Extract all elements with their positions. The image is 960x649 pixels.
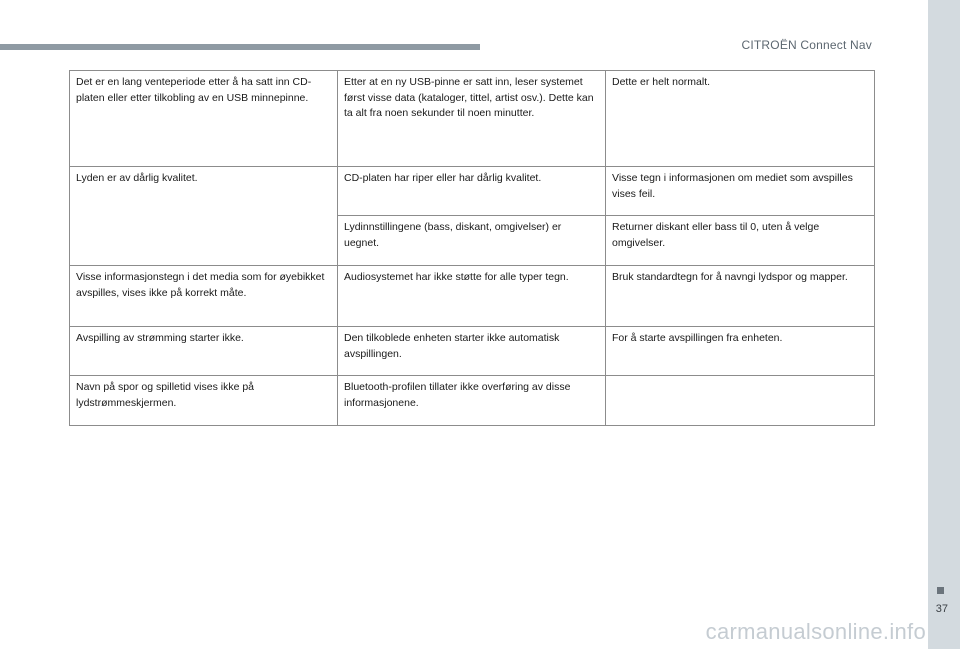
header-title: CITROËN Connect Nav	[741, 38, 872, 52]
cause-cell: Audiosystemet har ikke støtte for alle typer tegn.	[338, 266, 606, 327]
table-row	[70, 376, 875, 426]
cause-cell: Etter at en ny USB-pinne er satt inn, leser systemet først visse data (kataloger, tittel, artist osv.). Dette kan ta alt fra noen sekunder til noen minutter.	[338, 71, 606, 167]
solution-cell: Returner diskant eller bass til 0, uten å velge omgivelser.	[606, 216, 875, 266]
side-strip	[928, 0, 960, 649]
cause-cell: Den tilkoblede enheten starter ikke automatisk avspillingen.	[338, 327, 606, 376]
table-row	[70, 266, 875, 327]
question-cell: Lyden er av dårlig kvalitet.	[70, 167, 338, 266]
solution-cell: For å starte avspillingen fra enheten.	[606, 327, 875, 376]
troubleshooting-table	[69, 70, 875, 426]
page-marker	[937, 587, 944, 594]
solution-cell: Visse tegn i informasjonen om mediet som avspilles vises feil.	[606, 167, 875, 216]
question-cell: Avspilling av strømming starter ikke.	[70, 327, 338, 376]
solution-cell	[606, 376, 875, 426]
cause-cell: Lydinnstillingene (bass, diskant, omgivelser) er uegnet.	[338, 216, 606, 266]
table-row	[70, 167, 875, 216]
table-row	[70, 327, 875, 376]
page-number: 37	[935, 603, 948, 615]
solution-cell: Bruk standardtegn for å navngi lydspor og mapper.	[606, 266, 875, 327]
question-cell: Navn på spor og spilletid vises ikke på lydstrømmeskjermen.	[70, 376, 338, 426]
question-cell: Det er en lang venteperiode etter å ha satt inn CD-platen eller etter tilkobling av en USB minnepinne.	[70, 71, 338, 167]
header-rule	[0, 44, 480, 50]
solution-cell: Dette er helt normalt.	[606, 71, 875, 167]
cause-cell: Bluetooth-profilen tillater ikke overføring av disse informasjonene.	[338, 376, 606, 426]
table-row	[70, 71, 875, 167]
cause-cell: CD-platen har riper eller har dårlig kvalitet.	[338, 167, 606, 216]
question-cell: Visse informasjonstegn i det media som for øyebikket avspilles, vises ikke på korrekt måte.	[70, 266, 338, 327]
watermark: carmanualsonline.info	[705, 619, 926, 644]
